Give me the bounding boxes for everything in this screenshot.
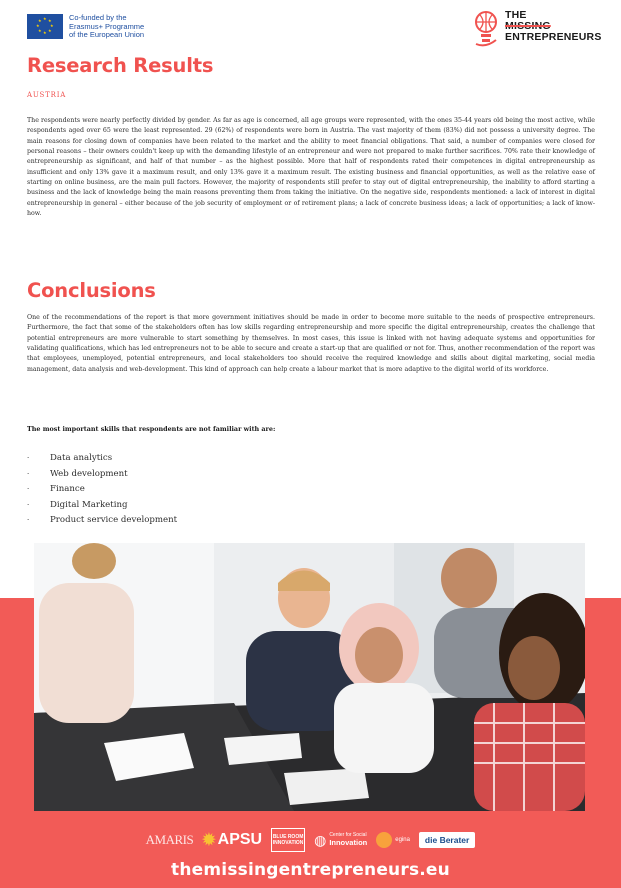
partner-apsu-logo: ✹ APSU	[202, 831, 263, 849]
eu-flag-icon: ★ ★ ★ ★ ★ ★ ★ ★	[27, 14, 63, 39]
tme-logo-line-1: THE	[505, 9, 527, 21]
eu-erasmus-logo	[27, 14, 144, 40]
bulb-globe-icon	[472, 10, 500, 48]
eu-logo-line-2: Erasmus+ Programme	[69, 21, 145, 31]
conclusions-body: One of the recommendations of the report is that more government initiatives should be made in order to become more suitable to the needs of prospective entrepreneurs. Furthermore, the fact that some of the stakeholders often has low skills regarding entrepreneurship and more specific the digital entrepreneurship, creates the challenge that potential entrepreneurs are more vulnerable to start something by themselves. In most cases, this issue is linked with not having adequate systems and opportunities for validating qualifications, which has led entrepreneurs not to be able to secure and create a start-up that are qualified or not for. Thus, another recommendation of the report was that employees, unemployed, potential entrepreneurs, and local stakeholders too should receive the required knowledge and skills about digital marketing, social media management, data analysis and web-development. This kind of approach can help create a labour market that is more adaptive to the digital world of its workforce.	[27, 314, 595, 373]
tme-logo-line-2: MISSING	[505, 20, 551, 32]
list-item: · Web development	[27, 468, 128, 479]
sun-icon: ✹	[202, 832, 216, 849]
website-url: themissingentrepreneurs.eu	[171, 860, 450, 880]
partner-amaris-logo: AMARIS	[145, 832, 194, 847]
tme-logo-line-3: ENTREPRENEURS	[505, 31, 602, 43]
list-item: · Digital Marketing	[27, 499, 128, 510]
list-item: · Data analytics	[27, 453, 113, 463]
skills-list	[27, 451, 177, 529]
conclusions-title: Conclusions	[27, 279, 156, 302]
missing-entrepreneurs-logo	[472, 10, 602, 48]
list-item: · Product service development	[27, 515, 178, 525]
egina-circle-icon	[376, 832, 392, 848]
country-subheading: AUSTRIA	[27, 91, 67, 99]
partner-csi-logo: ◍ Center for Social Innovation	[314, 831, 368, 848]
research-results-title: Research Results	[27, 54, 214, 77]
list-item: · Finance	[27, 484, 85, 494]
partner-logos	[0, 822, 621, 858]
research-results-body: The respondents were nearly perfectly divided by gender. As far as age is concerned, all age groups were represented, with the ones 35-44 years old being the most active, while respondents aged over 65 were the least represented. 29 (62%) of respondents were born in Austria. The vast majority of them (83%) did not possess a university degree. The main reasons for closing down of companies have been related to the market and the ability to meet financial obligations. That said, a number of companies were closed for personal reasons – their owners couldn't keep up with the demanding lifestyle of an entrepreneur and were not prepared to make further sacrifices. 70% rate their knowledge of entrepreneurship as significant, and half of that number – as the highest possible. More that half of respondents rated their competences in digital entrepreneurship as insufficient and only 13% gave it a maximum result, and only 13% gave it a maximum result. The existing business and financial opportunities, as well as the relative ease of starting on online business, are the main pull factors. However, the majority of respondents still prefer to stay out of digital entrepreneurship, the inability to afford starting a business and the lack of knowledge being the main reasons preventing them from taking the initiative. On the negative side, respondents mentioned: a lack of interest in digital entrepreneurship in general – either because of the job security of employment or of retirement plans; a lack of concrete business ideas; a lack of opportunities; a lack of know-how.	[27, 117, 595, 218]
team-meeting-photo	[34, 543, 585, 811]
eu-logo-line-1: Co-funded by the	[69, 13, 127, 22]
skills-heading: The most important skills that respondents are not familiar with are:	[27, 425, 276, 433]
globe-icon: ◍	[314, 831, 327, 848]
partner-die-berater-logo: die Berater	[419, 832, 475, 848]
partner-blue-room-logo: BLUE ROOM INNOVATION	[271, 828, 305, 852]
partner-egina-logo: egina	[376, 832, 410, 848]
eu-logo-line-3: of the European Union	[69, 30, 145, 39]
